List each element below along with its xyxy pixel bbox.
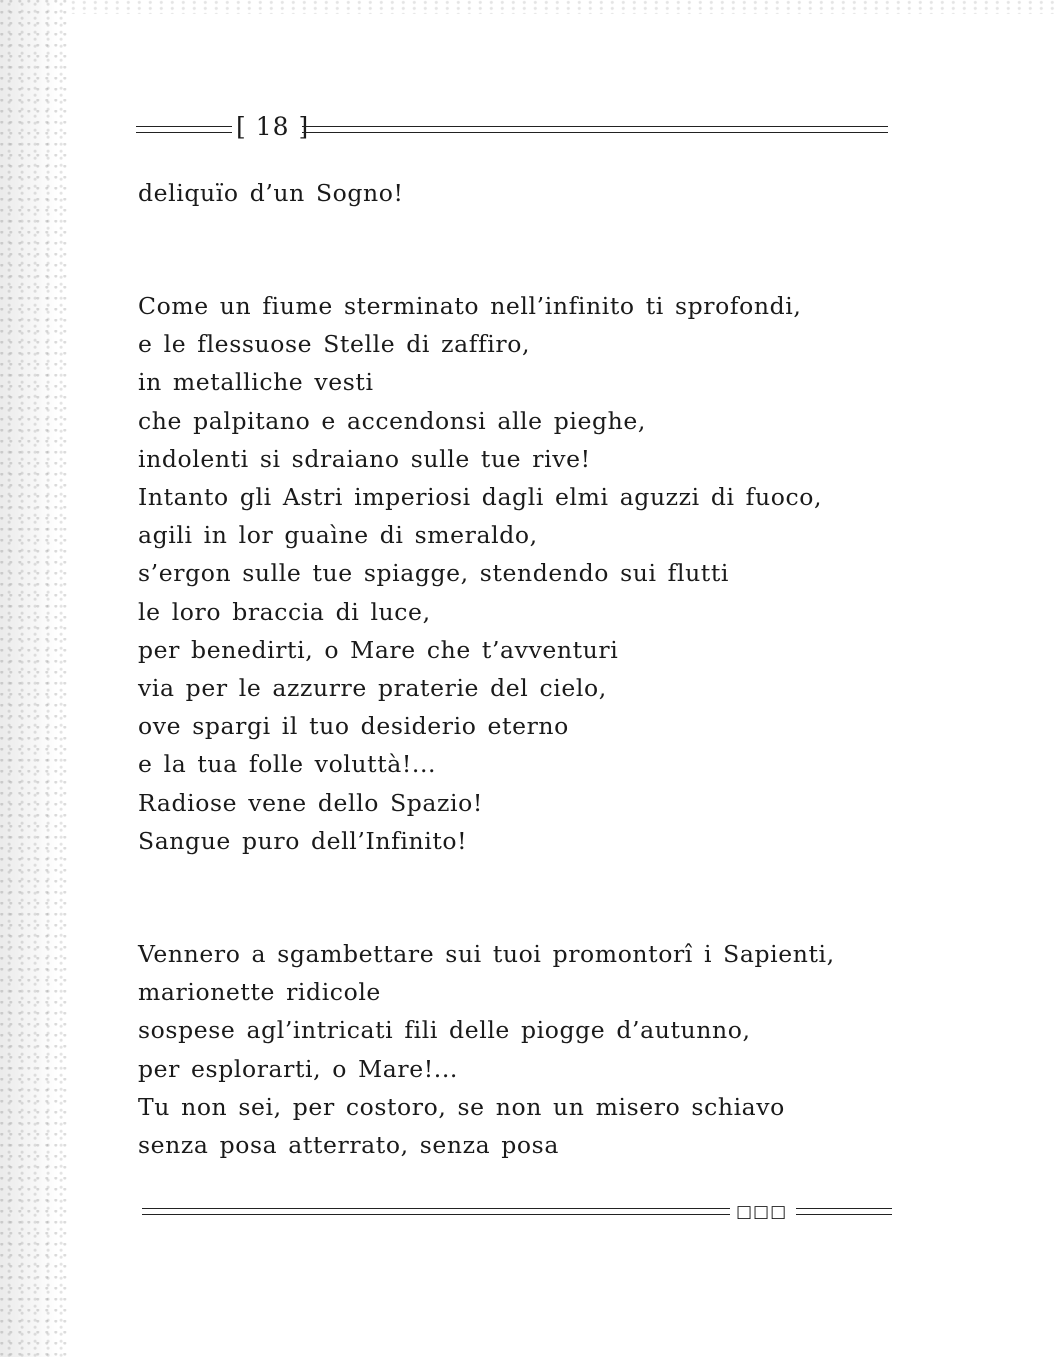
verse-line: e la tua folle voluttà!...	[138, 750, 437, 779]
page-number: [ 18 ]	[236, 112, 310, 141]
verse-line: agili in lor guaìne di smeraldo,	[138, 521, 538, 550]
verse-line: Intanto gli Astri imperiosi dagli elmi aguzzi di fuoco,	[138, 483, 823, 512]
verse-line: deliquïo d’un Sogno!	[138, 179, 404, 207]
stanza-3	[138, 935, 835, 1164]
verse-line: Radiose vene dello Spazio!	[138, 788, 483, 817]
verse-line: e le flessuose Stelle di zaffiro,	[138, 330, 531, 359]
verse-line: indolenti si sdraiano sulle tue rive!	[138, 444, 591, 473]
verse-line: marionette ridicole	[138, 978, 381, 1007]
stanza-2	[138, 287, 822, 860]
verse-line: senza posa atterrato, senza posa	[138, 1131, 559, 1160]
verse-line: per benedirti, o Mare che t’avventuri	[138, 635, 619, 664]
verse-line: Sangue puro dell’Infinito!	[138, 826, 468, 855]
verse-line: Come un fiume sterminato nell’infinito ti sprofondi,	[138, 292, 802, 320]
verse-line: Vennero a sgambettare sui tuoi promontorî i Sapienti,	[138, 940, 835, 968]
page-footer	[142, 1204, 892, 1222]
verse-line: in metalliche vesti	[138, 368, 374, 397]
verse-line: per esplorarti, o Mare!...	[138, 1054, 458, 1083]
scan-top-noise	[70, 0, 1060, 14]
footer-rule-left	[142, 1208, 730, 1215]
verse-line: via per le azzurre praterie del cielo,	[138, 674, 607, 703]
verse-line: s’ergon sulle tue spiagge, stendendo sui flutti	[138, 559, 730, 588]
header-rule-right	[302, 126, 888, 133]
verse-line: che palpitano e accendonsi alle pieghe,	[138, 406, 646, 435]
verse-line: le loro braccia di luce,	[138, 597, 431, 626]
header-rule-left	[136, 126, 232, 133]
verse-line: sospese agl’intricati fili delle piogge d’autunno,	[138, 1016, 751, 1045]
footer-rule-right	[796, 1208, 892, 1215]
scan-edge-noise	[0, 0, 70, 1357]
verse-line: Tu non sei, per costoro, se non un misero schiavo	[138, 1092, 785, 1121]
verse-line: ove spargi il tuo desiderio eterno	[138, 712, 569, 741]
footer-ornament: □□□	[736, 1202, 788, 1222]
page-header	[136, 112, 888, 142]
stanza-1	[138, 174, 404, 212]
